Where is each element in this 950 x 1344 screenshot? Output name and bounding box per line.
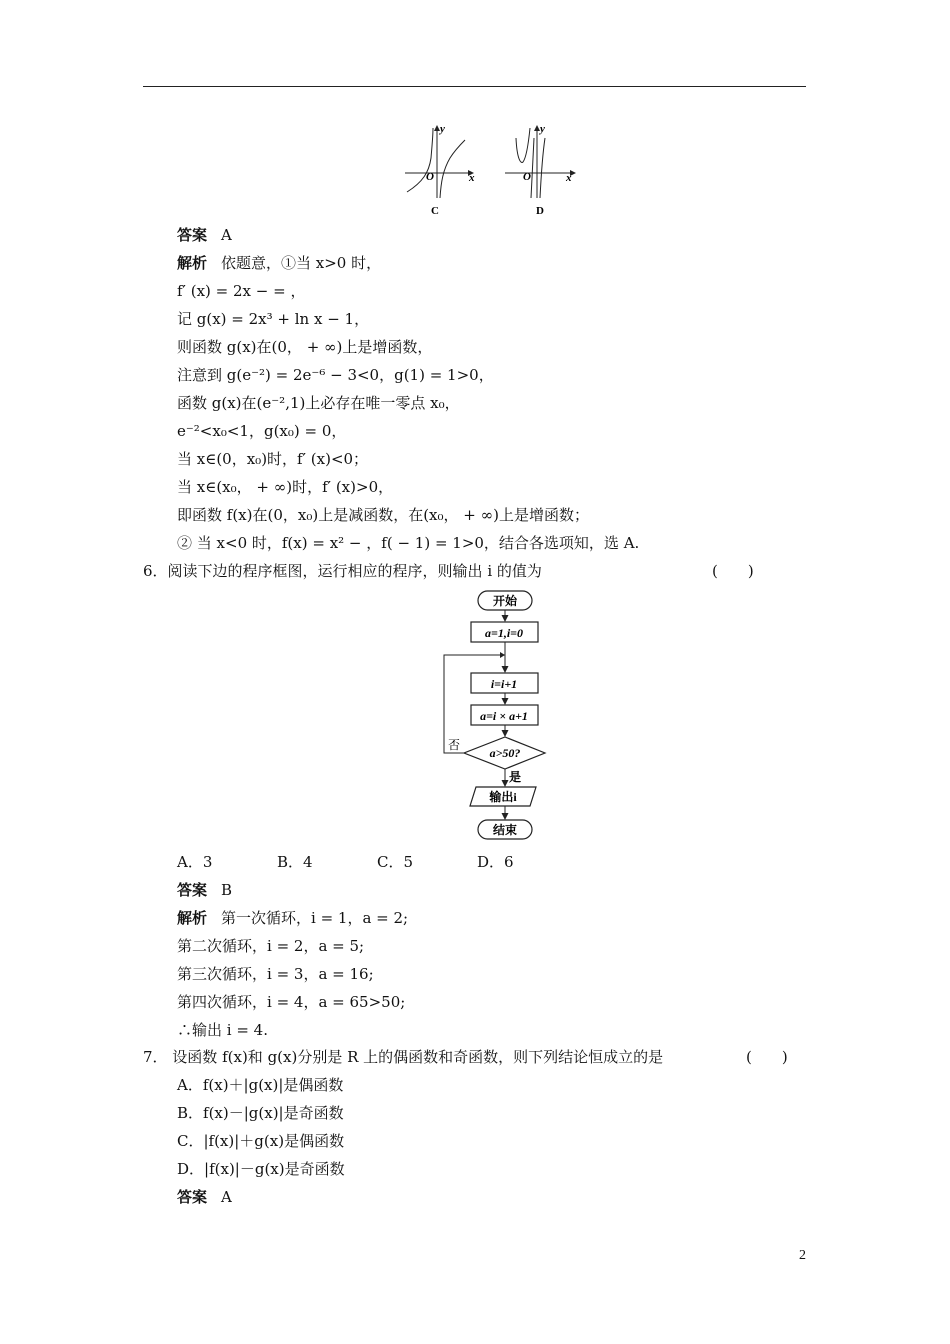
graph-c-label: C xyxy=(431,205,439,217)
flow-yes-label: 是 xyxy=(509,770,522,784)
graph-c xyxy=(405,123,475,217)
q5-analysis-line: 则函数 g(x)在(0， + ∞)上是增函数， xyxy=(177,338,433,356)
flow-init-label: a=1,i=0 xyxy=(484,626,524,640)
graph-d-y-label: y xyxy=(540,123,545,135)
q7-answer-label: 答案 xyxy=(177,1188,208,1206)
q6-analysis-label: 解析 xyxy=(177,909,208,927)
flow-no-label: 否 xyxy=(448,738,461,752)
q7-answer-value: A xyxy=(221,1188,232,1206)
q6-answer-value: B xyxy=(221,881,233,899)
q5-answer-value: A xyxy=(221,226,232,244)
q7-stem: 7． 设函数 f(x)和 g(x)分别是 R 上的偶函数和奇函数，则下列结论恒成立的是 xyxy=(143,1048,664,1066)
q5-analysis-line: 注意到 g(e⁻²) = 2e⁻⁶ − 3<0，g(1) = 1>0， xyxy=(177,366,494,384)
q5-analysis-line: e⁻²<x₀<1，g(x₀) = 0， xyxy=(177,422,347,440)
q5-answer-label: 答案 xyxy=(177,226,208,244)
q7-option-a[interactable]: A．f(x)＋|g(x)|是偶函数 xyxy=(177,1076,344,1094)
graph-c-x-label: x xyxy=(469,172,475,184)
q5-analysis-line: ② 当 x<0 时，f(x) = x² − ，f( − 1) = 1>0，结合各选项知，选 A. xyxy=(177,534,640,552)
q6-answer-label: 答案 xyxy=(177,881,208,899)
q6-analysis-line: 第四次循环，i = 4，a = 65>50; xyxy=(177,993,406,1011)
graph-c-y-label: y xyxy=(440,123,445,135)
q5-analysis-line: 记 g(x) = 2x³ + ln x − 1， xyxy=(177,310,370,328)
graph-d-origin: O xyxy=(523,171,531,183)
q5-answer xyxy=(177,225,232,245)
q5-analysis-line: 当 x∈(0，x₀)时，f′ (x)<0； xyxy=(177,450,369,468)
q7-answer-paren: ( ) xyxy=(746,1048,788,1066)
graphs-c-d xyxy=(395,118,595,223)
page-number: 2 xyxy=(799,1248,806,1263)
q7-option-c[interactable]: C．|f(x)|＋g(x)是偶函数 xyxy=(177,1132,345,1150)
q6-options xyxy=(177,852,577,872)
q6-stem: 6．阅读下边的程序框图，运行相应的程序，则输出 i 的值为 xyxy=(143,562,542,580)
q6-option-d[interactable]: D．6 xyxy=(477,853,514,871)
q6-analysis-line: 第三次循环，i = 3，a = 16; xyxy=(177,965,374,983)
q7-option-d[interactable]: D．|f(x)|－g(x)是奇函数 xyxy=(177,1160,345,1178)
q6-option-a[interactable]: A．3 xyxy=(177,853,213,871)
q6-answer xyxy=(177,880,232,900)
q6-flowchart xyxy=(440,588,580,844)
q6-option-b[interactable]: B．4 xyxy=(277,853,313,871)
q6-analysis-line: 解析 第一次循环，i = 1，a = 2; xyxy=(177,909,409,927)
q6-analysis-line: ∴输出 i = 4. xyxy=(177,1021,268,1039)
flow-step1-label: i=i+1 xyxy=(490,677,518,691)
q6-answer-paren: ( ) xyxy=(712,562,754,580)
header-rule xyxy=(143,86,806,87)
q5-analysis-line: 函数 g(x)在(e⁻²,1)上必存在唯一零点 x₀， xyxy=(177,394,460,412)
flow-step2-label: a=i × a+1 xyxy=(480,709,528,723)
q7-option-b[interactable]: B．f(x)－|g(x)|是奇函数 xyxy=(177,1104,344,1122)
graph-c-origin: O xyxy=(426,171,434,183)
q5-analysis-label: 解析 xyxy=(177,254,208,272)
q5-analysis-line: 解析 依题意，①当 x>0 时， xyxy=(177,254,382,272)
flow-condition-label: a>50? xyxy=(489,746,521,760)
graph-d xyxy=(505,123,575,217)
q7-answer xyxy=(177,1187,232,1207)
q6-analysis-line: 第二次循环，i = 2，a = 5; xyxy=(177,937,365,955)
q5-analysis-line: 即函数 f(x)在(0，x₀)上是减函数，在(x₀， + ∞)上是增函数； xyxy=(177,506,589,524)
q5-analysis-line: 当 x∈(x₀， + ∞)时，f′ (x)>0， xyxy=(177,478,394,496)
flow-output-label: 输出i xyxy=(489,790,517,804)
graph-d-label: D xyxy=(536,205,544,217)
q5-analysis-line: f′ (x) = 2x − = ， xyxy=(177,282,306,300)
graph-d-x-label: x xyxy=(566,172,572,184)
q6-option-c[interactable]: C．5 xyxy=(377,853,414,871)
flow-end-label: 结束 xyxy=(492,823,518,837)
flow-start-label: 开始 xyxy=(492,594,518,608)
